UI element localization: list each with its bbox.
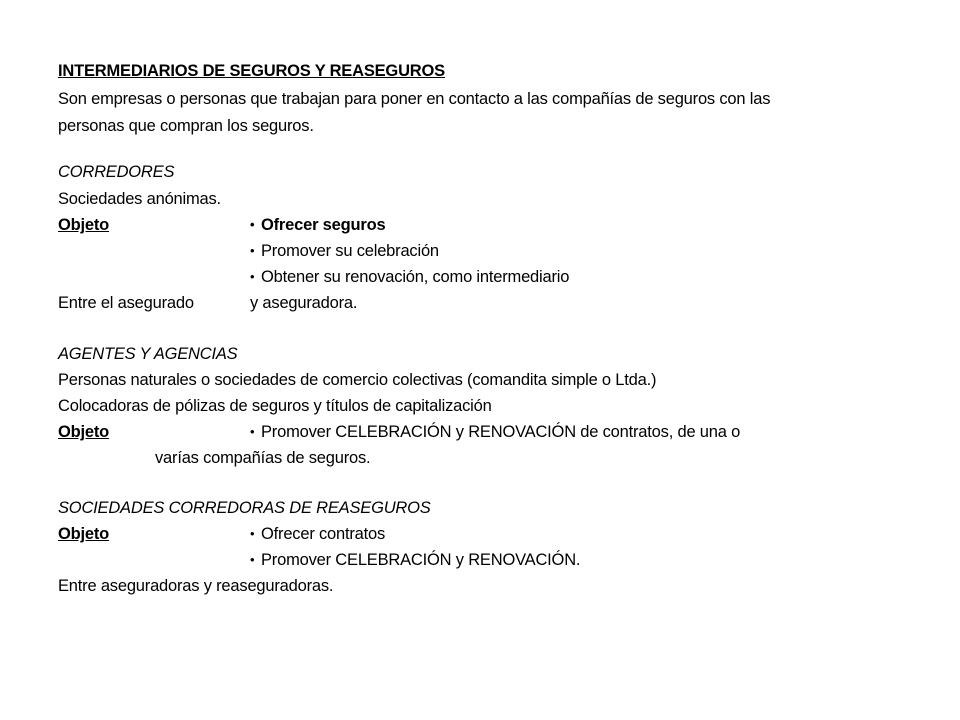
agentes-heading: AGENTES Y AGENCIAS: [58, 345, 238, 363]
agentes-bullet-continuation: varías compañías de seguros.: [155, 449, 371, 467]
corredores-objeto-label: Objeto: [58, 216, 110, 234]
agentes-line-1: Personas naturales o sociedades de comercio colectivas (comandita simple o Ltda.): [58, 371, 657, 389]
bullet-icon: •: [250, 552, 255, 567]
corredores-bullet-3: [250, 267, 569, 287]
corredores-bullet-1-text: Ofrecer seguros: [261, 216, 386, 234]
corredores-between-left: Entre el asegurado: [58, 294, 194, 312]
sociedades-heading: SOCIEDADES CORREDORAS DE REASEGUROS: [58, 499, 431, 517]
agentes-bullet: [250, 422, 740, 442]
sociedades-closing: Entre aseguradoras y reaseguradoras.: [58, 577, 334, 595]
bullet-icon: •: [250, 243, 255, 258]
sociedades-objeto-label: Objeto: [58, 525, 110, 543]
agentes-bullet-text: Promover CELEBRACIÓN y RENOVACIÓN de contratos, de una o: [261, 423, 741, 441]
sociedades-bullet-2: [250, 550, 580, 570]
corredores-bullet-2: [250, 241, 439, 261]
sociedades-bullet-1-text: Ofrecer contratos: [261, 525, 386, 543]
corredores-type: Sociedades anónimas.: [58, 190, 221, 208]
bullet-icon: •: [250, 526, 255, 541]
sociedades-bullet-2-text: Promover CELEBRACIÓN y RENOVACIÓN.: [261, 551, 581, 569]
corredores-between-right: y aseguradora.: [250, 294, 358, 312]
bullet-icon: •: [250, 424, 255, 439]
document-title: INTERMEDIARIOS DE SEGUROS Y REASEGUROS: [58, 62, 445, 80]
corredores-bullet-3-text: Obtener su renovación, como intermediario: [261, 268, 570, 286]
bullet-icon: •: [250, 269, 255, 284]
corredores-bullet-2-text: Promover su celebración: [261, 242, 439, 260]
corredores-bullet-1: [250, 215, 385, 235]
corredores-heading: CORREDORES: [58, 163, 175, 181]
agentes-line-2: Colocadoras de pólizas de seguros y títulos de capitalización: [58, 397, 492, 415]
intro-line-1: Son empresas o personas que trabajan para poner en contacto a las compañías de seguros con las: [58, 90, 771, 108]
sociedades-bullet-1: [250, 524, 385, 544]
bullet-icon: •: [250, 217, 255, 232]
agentes-objeto-label: Objeto: [58, 423, 110, 441]
intro-line-2: personas que compran los seguros.: [58, 117, 314, 135]
